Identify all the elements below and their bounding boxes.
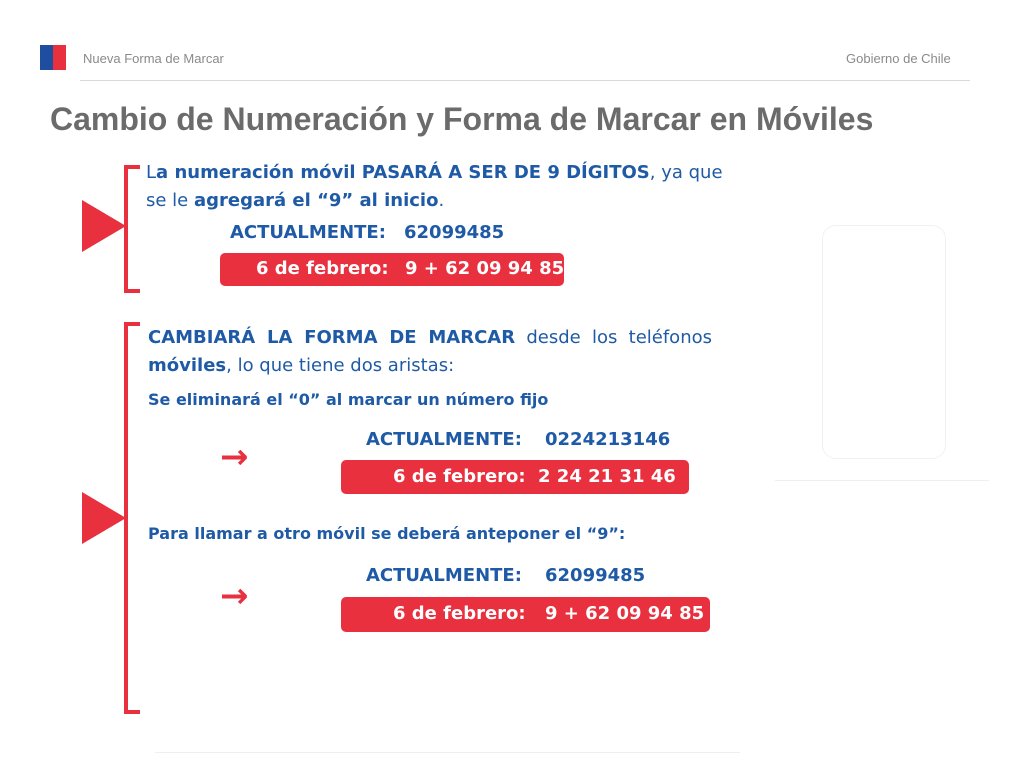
header-presentation-title: Nueva Forma de Marcar: [83, 51, 224, 66]
new-number: 9 + 62 09 94 85: [405, 258, 565, 279]
section2-intro-line1: [148, 324, 712, 352]
section2-intro: [148, 324, 712, 380]
background-phone-shape: [822, 225, 946, 459]
current-number: 62099485: [545, 565, 646, 586]
section2-pointer-icon: [82, 492, 126, 544]
section1-text-prefix: se le: [146, 190, 194, 211]
sub1-heading: Se eliminará el “0” al marcar un número fijo: [148, 390, 549, 409]
current-label: ACTUALMENTE:: [366, 565, 522, 586]
sub2-heading: Para llamar a otro móvil se deberá anteponer el “9”:: [148, 524, 626, 543]
current-label: ACTUALMENTE:: [366, 429, 522, 450]
section2-bracket: [124, 322, 140, 714]
header-divider: [80, 80, 970, 81]
current-number: 0224213146: [545, 429, 671, 450]
sub2-new-number-pill: [341, 597, 710, 632]
section1-text-end: .: [438, 190, 445, 211]
section1-text-emphasis: a numeración móvil PASARÁ A SER DE 9 DÍGITOS: [156, 162, 650, 183]
section1-new-number-pill: [220, 253, 564, 286]
new-date-label: 6 de febrero:: [256, 258, 389, 279]
new-date-label: 6 de febrero:: [393, 603, 526, 624]
section2-intro-emphasis: CAMBIARÁ LA FORMA DE MARCAR: [148, 327, 516, 348]
section1-text-line2: [146, 187, 444, 215]
background-line-bottom: [155, 752, 740, 753]
current-label: ACTUALMENTE:: [230, 222, 386, 243]
sub1-current-row: [0, 426, 720, 454]
sub2-arrow-icon: →: [220, 576, 249, 616]
section2-intro-emphasis2: móviles: [148, 355, 227, 376]
chile-flag-logo: [40, 45, 66, 70]
new-date-label: 6 de febrero:: [393, 466, 526, 487]
section2-intro-rest: desde los teléfonos: [515, 327, 712, 348]
header-organization: Gobierno de Chile: [846, 51, 951, 66]
new-number: 2 24 21 31 46: [538, 466, 676, 487]
section1-text-emphasis2: agregará el “9” al inicio: [193, 190, 439, 211]
page-title: Cambio de Numeración y Forma de Marcar en Móviles: [50, 101, 874, 137]
current-number: 62099485: [404, 222, 505, 243]
sub1-new-number-pill: [341, 460, 689, 494]
section1-current-row: [0, 219, 600, 247]
background-line: [775, 480, 989, 481]
section1-text-l: L: [146, 162, 157, 183]
sub2-current-row: [0, 562, 720, 590]
section1-text-line1: [146, 159, 723, 187]
section1-text-rest: , ya que: [649, 162, 723, 183]
section2-intro-rest2: , lo que tiene dos aristas:: [226, 355, 455, 376]
section2-intro-line2: [148, 352, 712, 380]
new-number: 9 + 62 09 94 85: [545, 603, 705, 624]
sub1-arrow-icon: →: [220, 437, 249, 477]
